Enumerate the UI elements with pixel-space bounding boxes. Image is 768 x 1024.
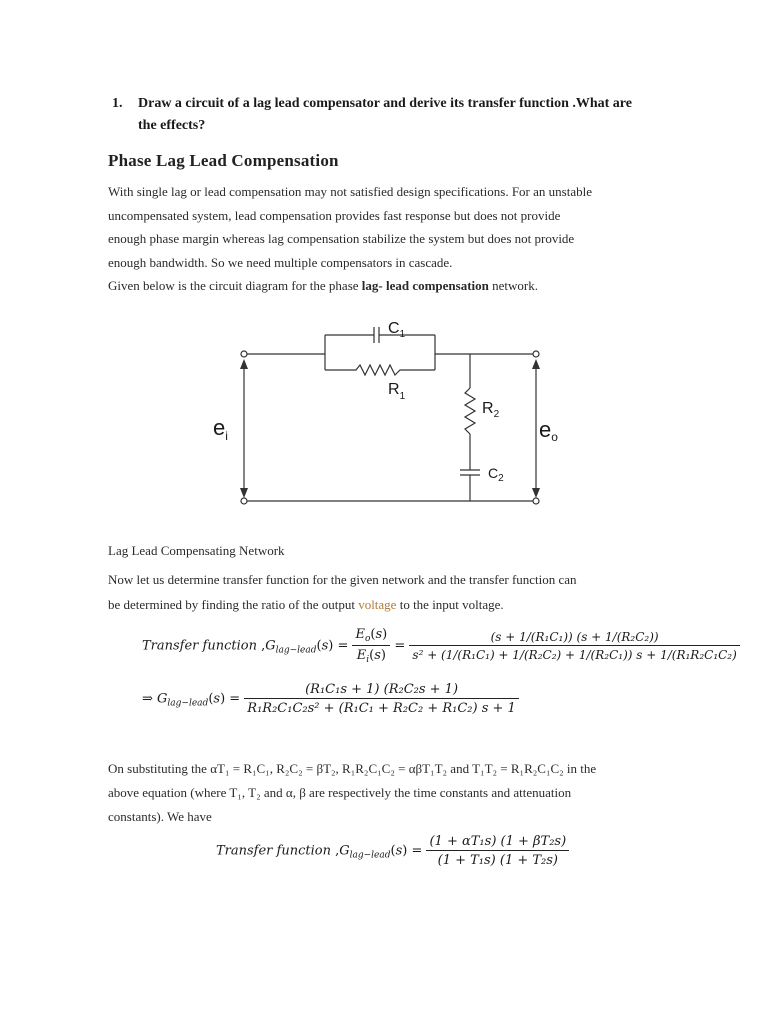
intro-line-1: With single lag or lead compensation may not satisfied design specifications. For an unstable	[108, 184, 592, 199]
c1-label: $C_1$	[388, 320, 406, 340]
substitution-line-2: above equation (where T₁, T₂ and α, β are respectively the time constants and attenuation	[108, 785, 572, 800]
c2-label: $C_2$	[488, 465, 504, 484]
eq3-g-sub: lag−lead	[349, 850, 391, 861]
eq1-label: Transfer function	[142, 638, 257, 654]
eo-label: eo	[539, 417, 558, 444]
intro-line-5-post: network.	[488, 278, 539, 293]
question-line-1: Draw a circuit of a lag lead compensator and derive its transfer function .What are	[138, 96, 632, 111]
intro-line-4: enough bandwidth. So we need multiple compensators in cascade.	[108, 254, 453, 270]
eq3-label: Transfer function	[216, 843, 331, 859]
question-line-2: the effects?	[138, 118, 206, 133]
circuit-diagram	[213, 318, 558, 518]
voltage-link[interactable]: voltage	[358, 597, 397, 612]
eq2-denominator: R₁R₂C₁C₂s² + (R₁C₁ + R₂C₂ + R₁C₂) s + 1	[247, 701, 516, 716]
eq2-numerator: (R₁C₁s + 1) (R₂C₂s + 1)	[244, 682, 519, 699]
substitution-paragraph	[108, 757, 668, 829]
derivation-line-2-post: to the input voltage.	[396, 597, 504, 612]
eq3-denominator: (1 + T₁s) (1 + T₂s)	[437, 853, 559, 868]
question	[112, 93, 672, 137]
eq3-numerator: (1 + αT₁s) (1 + βT₂s)	[426, 834, 569, 851]
r2-label: $R_2$	[482, 400, 500, 420]
ei-label: $e_i$	[213, 415, 228, 443]
intro-paragraph	[108, 180, 668, 298]
section-heading: Phase Lag Lead Compensation	[108, 151, 339, 170]
derivation-line-2-pre: be determined by finding the ratio of the output	[108, 597, 359, 612]
question-number: 1.	[112, 96, 123, 111]
eq3-fraction	[426, 834, 569, 868]
eq1-ratio: $\frac{E_o(s)}{E_i(s)}$	[352, 627, 390, 665]
intro-line-5-pre: Given below is the circuit diagram for the phase	[108, 278, 362, 293]
eq2-fraction	[244, 682, 519, 716]
equation-3: Transfer function $,G_{lag-lead}(s)$ = $\frac{\text{(1 + αT₁s) (1 + βT₂s)}}{\text{(1 + T₁s) (1 + T₂s)}}$	[216, 834, 569, 868]
derivation-line-1: Now let us determine transfer function for the given network and the transfer function can	[108, 572, 577, 587]
equation-2: ⇒ $G_{lag-lead}(s)$ = $\frac{\text{(R₁C₁s + 1) (R₂C₂s + 1)}}{\text{R₁R₂C₁C₂s² + (R₁C₁ + R₂C₂ + R₁C₂) s + 1}}$	[142, 682, 519, 716]
substitution-line-1: On substituting the αT₁ = R₁C₁, R₂C₂ = βT₂, R₁R₂C₁C₂ = αβT₁T₂ and T₁T₂ = R₁R₂C₁C₂ in the	[108, 761, 597, 776]
figure-caption: Lag Lead Compensating Network	[108, 543, 285, 558]
eq2-g-sub: lag−lead	[167, 698, 209, 709]
eq1-numerator: (s + 1/(R₁C₁)) (s + 1/(R₂C₂))	[409, 630, 739, 646]
intro-line-3: enough phase margin whereas lag compensation stabilize the system but does not provide	[108, 231, 575, 246]
eq1-denominator: s² + (1/(R₁C₁) + 1/(R₂C₂) + 1/(R₂C₁)) s + 1/(R₁R₂C₁C₂)	[412, 648, 737, 662]
intro-line-5-bold: lag- lead compensation	[361, 278, 489, 293]
eq1-fraction	[409, 630, 739, 662]
derivation-paragraph	[108, 567, 668, 617]
intro-line-2: uncompensated system, lead compensation provides fast response but does not provide	[108, 207, 561, 223]
r1-label: $R_1$	[388, 381, 406, 402]
derivation-line-2	[108, 592, 668, 617]
intro-line-5	[108, 274, 668, 298]
equation-1: Transfer function $,G_{lag-lead}(s)$ = $\frac{E_o(s)}{E_i(s)}$ = $\frac{\text{(s + 1/(R₁C₁)) (s + 1/(R₂C₂))}}{\text{s² + (1/(R₁C₁) + 1/(R₂C₂) + 1/(R₂C₁)) s + 1/(R₁R₂C₁C₂)}}$	[142, 627, 740, 665]
substitution-line-3: constants). We have	[108, 809, 212, 824]
eq1-g-sub: lag−lead	[275, 645, 317, 656]
